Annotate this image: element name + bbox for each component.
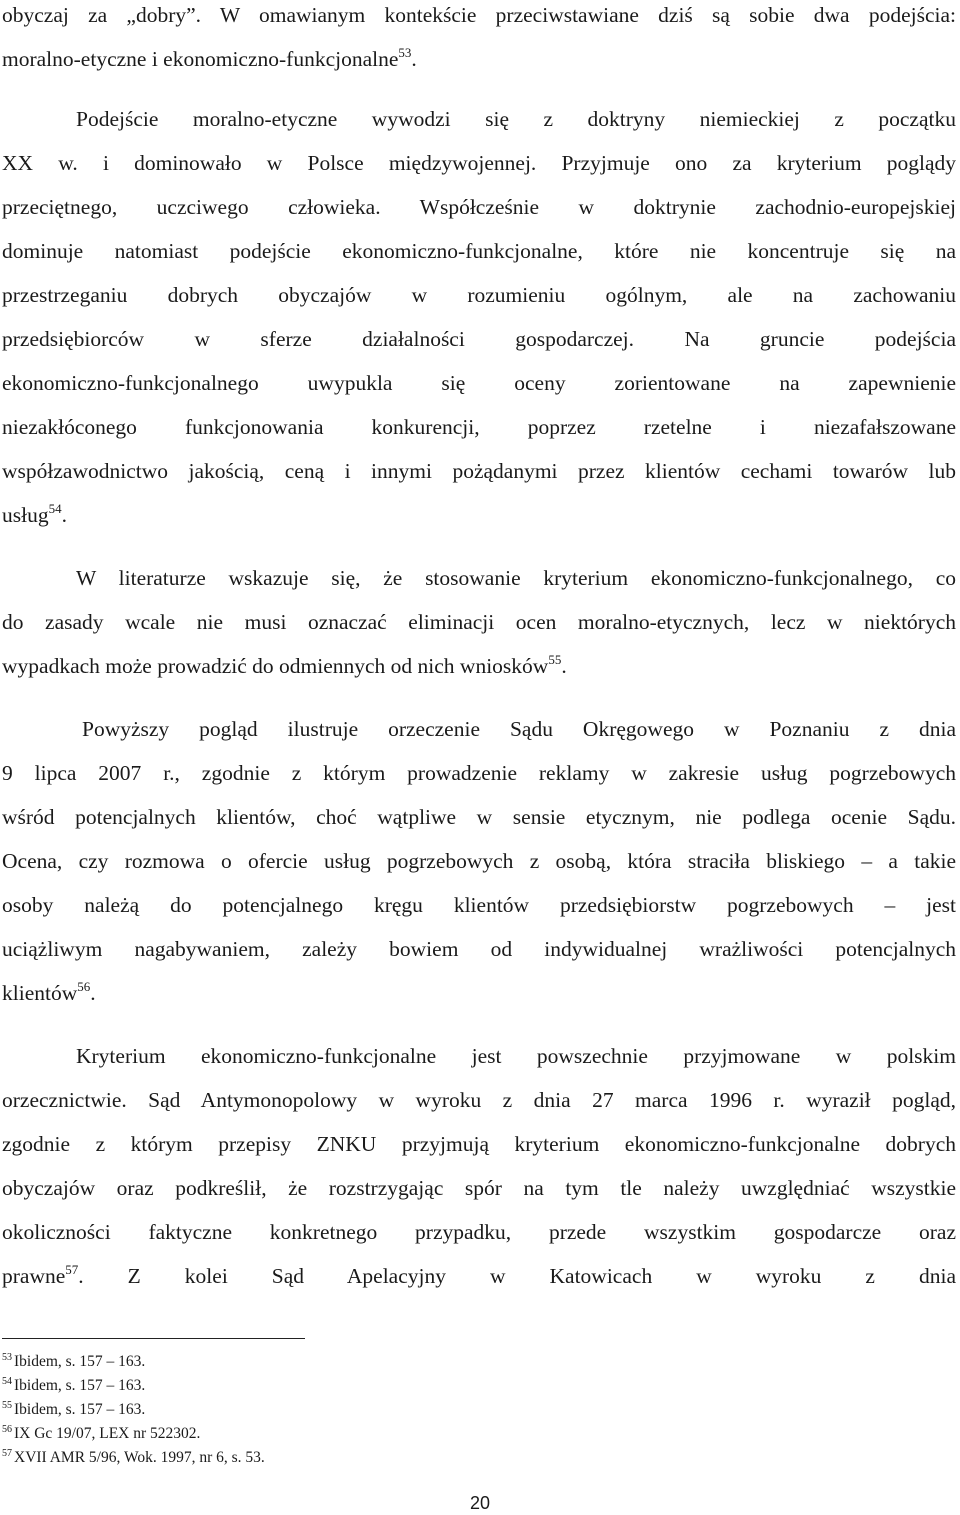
footnote: $^{55}$ Ibidem, s. 157 – 163. (2, 1400, 146, 1418)
text-line: XX w. i dominowało w Polsce międzywojennej. Przyjmuje ono za kryterium poglądy (2, 151, 956, 175)
footnote: $^{53}$ Ibidem, s. 157 – 163. (2, 1352, 146, 1370)
text-line: przedsiębiorców w sferze działalności gospodarczej. Na gruncie podejścia (2, 327, 956, 351)
text-line: współzawodnictwo jakością, ceną i innymi pożądanymi przez klientów cechami towarów lub (2, 459, 956, 483)
footnote: $^{57}$ XVII AMR 5/96, Wok. 1997, nr 6, s. 53. (2, 1448, 265, 1466)
text-line: Powyższy pogląd ilustruje orzeczenie Sądu Okręgowego w Poznaniu z dnia (82, 717, 956, 741)
text-line: uciążliwym nagabywaniem, zależy bowiem od indywidualnej wrażliwości potencjalnych (2, 937, 956, 961)
text-line: zgodnie z którym przepisy ZNKU przyjmują kryterium ekonomiczno-funkcjonalne dobrych (2, 1132, 956, 1156)
page-number: 20 (469, 1493, 491, 1513)
text-line: do zasady wcale nie musi oznaczać eliminacji ocen moralno-etycznych, lecz w niektórych (2, 610, 956, 634)
text-line: wśród potencjalnych klientów, choć wątpliwe w sensie etycznym, nie podlega ocenie Sądu. (2, 805, 956, 829)
text-line: przeciętnego, uczciwego człowieka. Współcześnie w doktrynie zachodnio-europejskiej (2, 195, 956, 219)
text-line: klientów$^{56}$. (2, 979, 96, 1005)
text-line: niezakłóconego funkcjonowania konkurencji, poprzez rzetelne i niezafałszowane (2, 415, 956, 439)
text-line: osoby należą do potencjalnego kręgu klientów przedsiębiorstw pogrzebowych – jest (2, 893, 956, 917)
text-line: 9 lipca 2007 r., zgodnie z którym prowadzenie reklamy w zakresie usług pogrzebowych (2, 761, 956, 785)
footnote-ref[interactable]: 56 (77, 979, 91, 994)
text-line: W literaturze wskazuje się, że stosowanie kryterium ekonomiczno-funkcjonalnego, co (76, 566, 956, 590)
footnote-ref[interactable]: 53 (398, 45, 412, 60)
footnote-ref[interactable]: 55 (548, 652, 562, 667)
text-line: Kryterium ekonomiczno-funkcjonalne jest powszechnie przyjmowane w polskim (76, 1044, 956, 1068)
text-line: Ocena, czy rozmowa o ofercie usług pogrzebowych z osobą, która straciła bliskiego – a takie (2, 849, 956, 873)
footnote: $^{54}$ Ibidem, s. 157 – 163. (2, 1376, 146, 1394)
footnote: $^{56}$ IX Gc 19/07, LEX nr 522302. (2, 1424, 201, 1442)
text-line: orzecznictwie. Sąd Antymonopolowy w wyroku z dnia 27 marca 1996 r. wyraził pogląd, (2, 1088, 956, 1112)
text-line: usług$^{54}$. (2, 501, 67, 527)
footnote-ref[interactable]: 57 (65, 1262, 79, 1277)
footnote-ref[interactable]: 54 (48, 501, 62, 516)
text-line: ekonomiczno-funkcjonalnego uwypukla się oceny zorientowane na zapewnienie (2, 371, 956, 395)
text-line: wypadkach może prowadzić do odmiennych od nich wniosków$^{55}$. (2, 652, 567, 678)
text-line: prawne$^{57}$. Z kolei Sąd Apelacyjny w Katowicach w wyroku z dnia (2, 1262, 956, 1288)
text-line: okoliczności faktyczne konkretnego przypadku, przede wszystkim gospodarcze oraz (2, 1220, 956, 1244)
text-line: obyczaj za „dobry”. W omawianym kontekście przeciwstawiane dziś są sobie dwa podejścia: (2, 3, 956, 27)
footnote-separator (2, 1338, 305, 1339)
text-line: obyczajów oraz podkreślił, że rozstrzygając spór na tym tle należy uwzględniać wszystkie (2, 1176, 956, 1200)
text-line: dominuje natomiast podejście ekonomiczno-funkcjonalne, które nie koncentruje się na (2, 239, 956, 263)
text-line: przestrzeganiu dobrych obyczajów w rozumieniu ogólnym, ale na zachowaniu (2, 283, 956, 307)
text-line: moralno-etyczne i ekonomiczno-funkcjonalne$^{53}$. (2, 45, 417, 71)
text-line: Podejście moralno-etyczne wywodzi się z doktryny niemieckiej z początku (76, 107, 956, 131)
